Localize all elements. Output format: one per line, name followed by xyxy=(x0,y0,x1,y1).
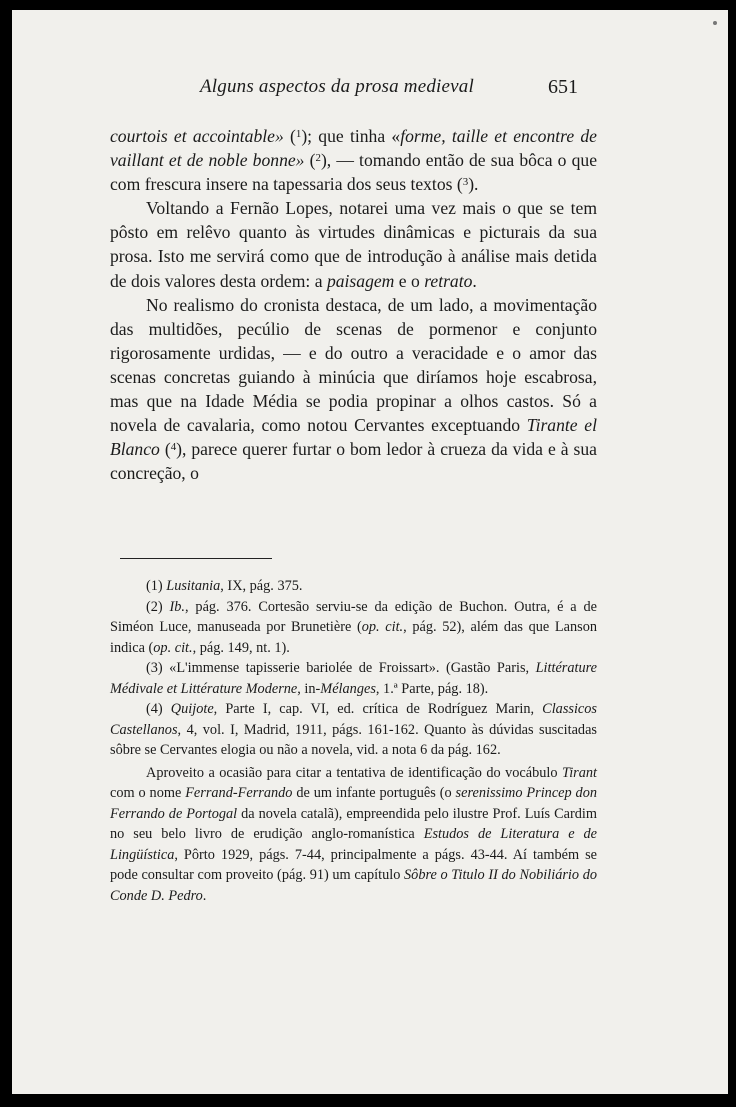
text-run: ), — tomando então de sua bôca o que com frescura insere na tapessaria dos seus textos ( xyxy=(110,150,597,195)
text-run: No realismo do cronista destaca, de um lado, a movimentação das multidões, pecúlio de scenas de pormenor e conjunto rigorosamente urdidas, — e do outro a veracidade e o amor das scenas concretas guiando à minúcia que diríamos hoje escabrosa, mas que na Idade Média se podia propinar a olhos castos. Só a novela de cavalaria, como notou Cervantes exceptuando xyxy=(110,294,597,436)
emphasis: serenissimo Princep don Ferrando de Portogal xyxy=(110,785,597,822)
text-run: ), parece querer furtar o bom ledor à crueza da vida e à sua concreção, o xyxy=(110,439,597,484)
emphasis: Tirant xyxy=(562,764,597,781)
text-run: ( xyxy=(304,150,316,171)
book-title: Tirante el Blanco xyxy=(110,415,597,460)
footnote-addendum xyxy=(110,763,597,907)
page-header xyxy=(12,76,728,102)
text-run: , 1.ª Parte, pág. 18). xyxy=(375,680,489,697)
text-run: , Pôrto 1929, págs. 7-44, principalmente a págs. 43-44. Aí também se pode consultar com proveito (pág. 91) um capítulo xyxy=(110,846,597,883)
ink-speck xyxy=(713,21,717,25)
text-run: ). xyxy=(468,174,479,195)
text-run: , IX, pág. 375. xyxy=(220,578,303,594)
text-run: ( xyxy=(159,439,171,460)
paragraph-2 xyxy=(110,196,597,292)
footnote-2 xyxy=(110,597,597,659)
text-run: «L'immense tapisserie bariolée de Froissart». (Gastão Paris, xyxy=(169,660,536,676)
quote-fragment: courtois et accointable» xyxy=(110,126,284,146)
footnote-4 xyxy=(110,699,597,761)
footnote-mark: (3) xyxy=(146,660,163,676)
text-run: com o nome xyxy=(110,785,186,801)
page-number: 651 xyxy=(548,76,578,98)
footnote-mark: (1) xyxy=(146,578,163,594)
footnotes xyxy=(110,576,597,906)
paragraph-3 xyxy=(110,293,597,486)
footnote-ref-2: 2 xyxy=(315,152,321,165)
text-run: , 4, vol. I, Madrid, 1911, págs. 161-162. Quanto às dúvidas suscitadas sôbre se Cervantes elogia ou não a novela, vid. a nota 6 da pág. 162. xyxy=(110,721,597,758)
book-page xyxy=(12,10,728,1094)
source-title: Sôbre o Titulo II do Nobiliário do Conde D. Pedro xyxy=(110,867,597,904)
emphasis: paisagem xyxy=(326,270,395,291)
emphasis: op. cit. xyxy=(153,639,193,656)
text-run: ( xyxy=(283,126,296,146)
footnote-ref-4: 4 xyxy=(170,441,177,454)
source-title: Mélanges xyxy=(320,680,376,697)
text-run: de um infante português (o xyxy=(292,785,456,801)
footnote-mark: (4) xyxy=(146,701,163,717)
footnote-1 xyxy=(110,576,597,597)
source-title: Lusitania xyxy=(166,578,221,594)
emphasis: retrato xyxy=(424,270,473,291)
emphasis: Ferrand-Ferrando xyxy=(185,785,293,801)
text-run: Voltando a Fernão Lopes, notarei uma vez mais o que se tem pôsto em relêvo quanto às virtudes dinâmicas e picturais da sua prosa. Isto me servirá como que de introdução à análise mais detida de dois valores desta ordem: a xyxy=(110,198,597,291)
source-title: Classicos Castellanos xyxy=(110,701,597,738)
text-run: , pág. 376. Cortesão serviu-se da edição de Buchon. Outra, é a de Siméon Luce, manuseada por Brunetière ( xyxy=(110,598,597,635)
text-run: , pág. 149, nt. 1). xyxy=(192,639,290,656)
text-run: . xyxy=(202,887,207,904)
emphasis: op. cit. xyxy=(361,619,404,635)
footnote-mark: (2) xyxy=(146,598,163,615)
text-run: ); que tinha « xyxy=(301,126,401,146)
footnote-ref-1: 1 xyxy=(295,128,302,141)
source-title: Littérature Médivale et Littérature Moderne xyxy=(110,660,598,697)
text-run: . xyxy=(472,270,477,291)
text-run: , pág. 52), além das que Lanson indica ( xyxy=(110,619,597,656)
paragraph-1 xyxy=(110,124,597,196)
text-run: da novela catalã), empreendida pelo ilustre Prof. Luís Cardim no seu belo livro de erudição anglo-romanística xyxy=(110,805,597,842)
footnote-ref-3: 3 xyxy=(462,176,469,189)
source-title: Ib. xyxy=(169,598,185,615)
source-title: Estudos de Literatura e de Lingüística xyxy=(110,826,598,863)
main-text xyxy=(110,124,597,485)
text-run: e o xyxy=(394,270,425,291)
text-run: , in- xyxy=(297,680,321,697)
text-run: Aproveito a ocasião para citar a tentativa de identificação do vocábulo xyxy=(146,764,563,781)
footnote-separator xyxy=(120,558,272,559)
quote-fragment: forme, taille et encontre de vaillant et de noble bonne» xyxy=(110,126,597,171)
text-run: , Parte I, cap. VI, ed. crítica de Rodríguez Marin, xyxy=(213,701,543,717)
source-title: Quijote xyxy=(170,701,214,717)
running-title: Alguns aspectos da prosa medieval xyxy=(200,76,474,97)
footnote-3 xyxy=(110,658,597,699)
